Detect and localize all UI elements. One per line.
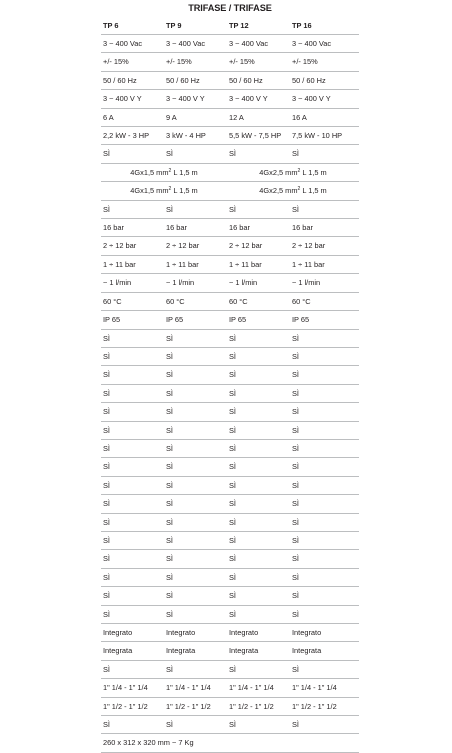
table-cell: SÌ [290, 531, 359, 549]
table-cell: SÌ [290, 439, 359, 457]
table-cell: SÌ [101, 458, 164, 476]
table-cell: ~ 1 l/min [227, 274, 290, 292]
cable-spec-post: L 1,5 m [300, 186, 327, 196]
table-cell: SÌ [227, 145, 290, 163]
table-cell: IP 65 [227, 311, 290, 329]
table-cell: SÌ [290, 476, 359, 494]
table-cell: 3 ~ 400 V Y [290, 90, 359, 108]
cable-spec-cell [227, 163, 359, 181]
table-cell: SÌ [290, 587, 359, 605]
table-cell: 3 ~ 400 Vac [164, 35, 227, 53]
table-cell: SÌ [164, 384, 227, 402]
table-cell: SÌ [101, 513, 164, 531]
table-row [101, 734, 359, 752]
table-cell: SÌ [101, 531, 164, 549]
dimensions-weight-cell: 260 x 312 x 320 mm ~ 7 Kg [101, 734, 359, 752]
table-cell: Integrata [290, 642, 359, 660]
table-cell: Integrata [164, 642, 227, 660]
spec-sheet [101, 0, 359, 753]
table-cell: 50 / 60 Hz [227, 71, 290, 89]
table-cell: SÌ [101, 550, 164, 568]
table-row [101, 642, 359, 660]
table-row [101, 697, 359, 715]
table-cell: SÌ [101, 403, 164, 421]
column-header-row [101, 17, 359, 34]
table-cell: SÌ [227, 587, 290, 605]
table-row [101, 292, 359, 310]
table-row [101, 347, 359, 365]
table-cell: SÌ [227, 421, 290, 439]
table-cell: 3 ~ 400 Vac [227, 35, 290, 53]
table-row [101, 624, 359, 642]
cable-spec-sup: 2 [297, 167, 301, 174]
table-cell: 60 °C [290, 292, 359, 310]
table-cell: 2 ÷ 12 bar [290, 237, 359, 255]
cable-spec-post: L 1,5 m [300, 167, 327, 177]
table-cell: SÌ [101, 495, 164, 513]
table-cell: SÌ [227, 458, 290, 476]
table-cell: +/- 15% [101, 53, 164, 71]
table-row [101, 127, 359, 145]
table-cell: 16 bar [101, 219, 164, 237]
table-cell: SÌ [101, 145, 164, 163]
table-cell: 1" 1/4 - 1" 1/4 [101, 679, 164, 697]
table-cell: SÌ [164, 476, 227, 494]
cable-spec-pre: 4Gx1,5 mm [130, 186, 169, 196]
spec-table-body [101, 35, 359, 753]
table-cell: 50 / 60 Hz [164, 71, 227, 89]
table-cell: SÌ [290, 660, 359, 678]
table-row [101, 90, 359, 108]
table-cell: SÌ [101, 476, 164, 494]
table-cell: SÌ [290, 716, 359, 734]
table-cell: 1" 1/2 - 1" 1/2 [290, 697, 359, 715]
column-header-tp9: TP 9 [166, 21, 182, 30]
spec-table [101, 34, 359, 753]
table-cell: 1" 1/2 - 1" 1/2 [101, 697, 164, 715]
table-cell: IP 65 [164, 311, 227, 329]
table-cell: 6 A [101, 108, 164, 126]
table-cell: SÌ [164, 145, 227, 163]
table-cell: 2 ÷ 12 bar [164, 237, 227, 255]
cable-spec-cell [101, 163, 227, 181]
table-cell: SÌ [101, 716, 164, 734]
table-cell: SÌ [164, 329, 227, 347]
table-cell: SÌ [101, 200, 164, 218]
table-cell: SÌ [227, 513, 290, 531]
table-cell: 7,5 kW - 10 HP [290, 127, 359, 145]
table-cell: SÌ [290, 145, 359, 163]
table-cell: 1 ÷ 11 bar [290, 255, 359, 273]
table-row [101, 329, 359, 347]
cable-spec-sup: 2 [168, 186, 172, 193]
table-cell: SÌ [164, 458, 227, 476]
table-cell: SÌ [164, 587, 227, 605]
table-cell: 3 kW - 4 HP [164, 127, 227, 145]
column-header-tp12: TP 12 [229, 21, 249, 30]
table-row [101, 421, 359, 439]
table-cell: IP 65 [101, 311, 164, 329]
table-row [101, 366, 359, 384]
table-cell: +/- 15% [290, 53, 359, 71]
table-cell: SÌ [164, 513, 227, 531]
table-cell: +/- 15% [164, 53, 227, 71]
table-cell: SÌ [290, 605, 359, 623]
table-row [101, 255, 359, 273]
table-cell: SÌ [290, 403, 359, 421]
table-cell: 1" 1/4 - 1" 1/4 [227, 679, 290, 697]
table-cell: SÌ [164, 531, 227, 549]
table-row [101, 679, 359, 697]
table-cell: Integrata [227, 642, 290, 660]
table-cell: SÌ [101, 587, 164, 605]
table-row [101, 439, 359, 457]
table-cell: SÌ [227, 605, 290, 623]
table-cell: SÌ [290, 329, 359, 347]
table-cell: 60 °C [101, 292, 164, 310]
table-cell: SÌ [290, 200, 359, 218]
table-cell: 3 ~ 400 Vac [101, 35, 164, 53]
table-row [101, 53, 359, 71]
table-cell: 1 ÷ 11 bar [101, 255, 164, 273]
cable-spec-sup: 2 [297, 186, 301, 193]
table-row [101, 200, 359, 218]
table-cell: 1 ÷ 11 bar [227, 255, 290, 273]
table-row [101, 274, 359, 292]
cable-spec-cell [101, 182, 227, 200]
table-cell: SÌ [164, 421, 227, 439]
table-cell: 1" 1/2 - 1" 1/2 [164, 697, 227, 715]
cable-spec-post: L 1,5 m [171, 186, 198, 196]
table-cell: Integrato [290, 624, 359, 642]
cable-spec-cell [227, 182, 359, 200]
table-cell: SÌ [227, 384, 290, 402]
table-cell: SÌ [290, 495, 359, 513]
cable-spec-pre: 4Gx2,5 mm [259, 167, 298, 177]
table-cell: SÌ [227, 476, 290, 494]
table-cell: 16 bar [164, 219, 227, 237]
table-cell: SÌ [227, 716, 290, 734]
table-title: TRIFASE / TRIFASE [188, 3, 272, 13]
table-cell: SÌ [227, 550, 290, 568]
table-cell: SÌ [290, 347, 359, 365]
table-cell: SÌ [227, 568, 290, 586]
table-row [101, 403, 359, 421]
table-cell: ~ 1 l/min [101, 274, 164, 292]
cable-spec-post: L 1,5 m [171, 167, 198, 177]
table-cell: 50 / 60 Hz [290, 71, 359, 89]
table-cell: SÌ [290, 513, 359, 531]
table-cell: 1" 1/4 - 1" 1/4 [290, 679, 359, 697]
table-row [101, 660, 359, 678]
table-row [101, 237, 359, 255]
table-cell: SÌ [101, 384, 164, 402]
table-cell: 60 °C [227, 292, 290, 310]
cable-spec-pre: 4Gx1,5 mm [130, 167, 169, 177]
table-row [101, 476, 359, 494]
table-cell: SÌ [164, 716, 227, 734]
table-row [101, 716, 359, 734]
table-cell: 9 A [164, 108, 227, 126]
table-cell: SÌ [101, 439, 164, 457]
table-cell: ~ 1 l/min [164, 274, 227, 292]
table-cell: SÌ [227, 403, 290, 421]
table-row [101, 219, 359, 237]
table-row [101, 108, 359, 126]
table-cell: 1" 1/2 - 1" 1/2 [227, 697, 290, 715]
table-cell: IP 65 [290, 311, 359, 329]
table-row [101, 145, 359, 163]
table-cell: SÌ [290, 568, 359, 586]
table-cell: ~ 1 l/min [290, 274, 359, 292]
cable-spec-pre: 4Gx2,5 mm [259, 186, 298, 196]
table-cell: SÌ [164, 347, 227, 365]
table-cell: 2 ÷ 12 bar [227, 237, 290, 255]
table-cell: 1" 1/4 - 1" 1/4 [164, 679, 227, 697]
table-row [101, 587, 359, 605]
table-row [101, 458, 359, 476]
table-cell: SÌ [164, 200, 227, 218]
table-cell: SÌ [290, 384, 359, 402]
table-cell: SÌ [227, 495, 290, 513]
table-cell: 12 A [227, 108, 290, 126]
table-cell: SÌ [101, 421, 164, 439]
table-cell: 2,2 kW - 3 HP [101, 127, 164, 145]
table-cell: SÌ [164, 605, 227, 623]
table-cell: SÌ [164, 366, 227, 384]
column-header-tp6: TP 6 [103, 21, 119, 30]
table-cell: SÌ [227, 200, 290, 218]
table-cell: SÌ [164, 403, 227, 421]
table-cell: 16 bar [290, 219, 359, 237]
table-cell: SÌ [101, 366, 164, 384]
table-cell: SÌ [227, 439, 290, 457]
table-row [101, 71, 359, 89]
table-cell: 2 ÷ 12 bar [101, 237, 164, 255]
table-cell: Integrato [164, 624, 227, 642]
table-cell: 3 ~ 400 V Y [227, 90, 290, 108]
table-cell: 3 ~ 400 Vac [290, 35, 359, 53]
table-cell: SÌ [290, 421, 359, 439]
table-cell: SÌ [164, 439, 227, 457]
table-row [101, 384, 359, 402]
column-header-tp16: TP 16 [292, 21, 312, 30]
table-row [101, 163, 359, 181]
table-cell: SÌ [164, 660, 227, 678]
table-row [101, 182, 359, 200]
table-row [101, 495, 359, 513]
table-cell: Integrata [101, 642, 164, 660]
table-row [101, 311, 359, 329]
cable-spec-sup: 2 [168, 167, 172, 174]
table-cell: SÌ [101, 660, 164, 678]
table-cell: SÌ [227, 660, 290, 678]
table-cell: 5,5 kW - 7,5 HP [227, 127, 290, 145]
table-cell: SÌ [227, 329, 290, 347]
table-cell: SÌ [290, 366, 359, 384]
table-cell: SÌ [101, 329, 164, 347]
table-cell: 3 ~ 400 V Y [101, 90, 164, 108]
table-row [101, 35, 359, 53]
table-cell: SÌ [290, 458, 359, 476]
table-row [101, 513, 359, 531]
table-cell: 60 °C [164, 292, 227, 310]
table-cell: +/- 15% [227, 53, 290, 71]
table-cell: 1 ÷ 11 bar [164, 255, 227, 273]
table-cell: SÌ [101, 568, 164, 586]
table-row [101, 531, 359, 549]
table-cell: Integrato [101, 624, 164, 642]
table-cell: SÌ [101, 347, 164, 365]
table-row [101, 550, 359, 568]
table-cell: Integrato [227, 624, 290, 642]
table-cell: SÌ [101, 605, 164, 623]
table-cell: 50 / 60 Hz [101, 71, 164, 89]
table-cell: SÌ [164, 495, 227, 513]
table-cell: SÌ [164, 568, 227, 586]
table-cell: 3 ~ 400 V Y [164, 90, 227, 108]
table-cell: SÌ [164, 550, 227, 568]
table-cell: SÌ [227, 531, 290, 549]
table-cell: 16 A [290, 108, 359, 126]
table-row [101, 605, 359, 623]
table-cell: SÌ [227, 366, 290, 384]
table-cell: 16 bar [227, 219, 290, 237]
table-cell: SÌ [290, 550, 359, 568]
table-cell: SÌ [227, 347, 290, 365]
